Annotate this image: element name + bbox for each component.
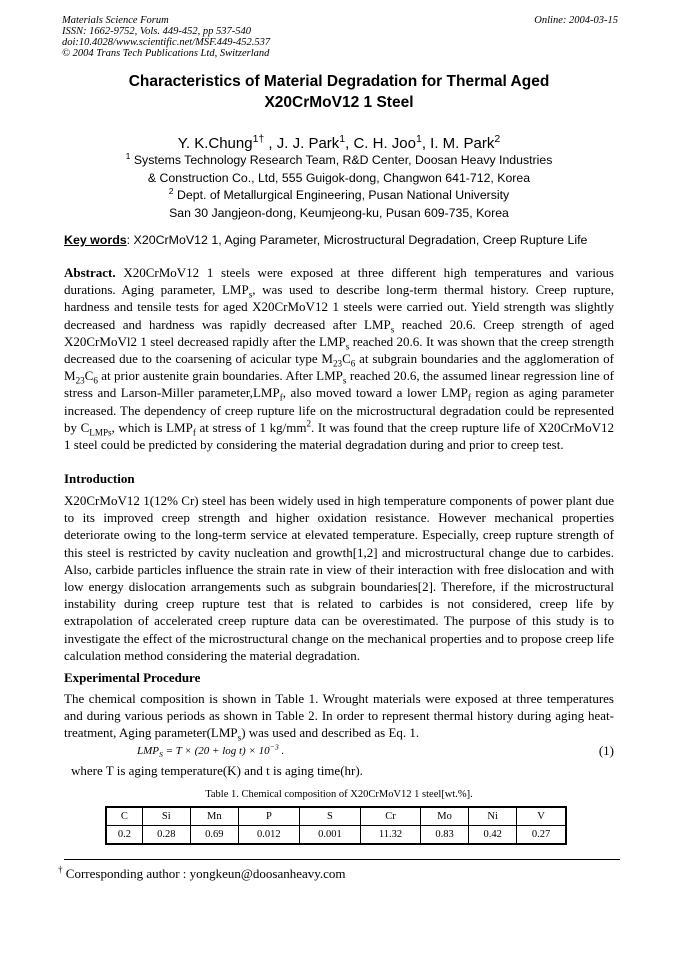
abstract-text: reached 20.6. Creep strength of aged X20CrMoVl2 1 steel decreased rapidly after the LMP xyxy=(64,316,614,349)
author-1-mark: 1† xyxy=(252,133,265,145)
journal-header xyxy=(62,15,618,59)
table-cell: 0.69 xyxy=(190,826,238,845)
table-header-cell: V xyxy=(517,807,566,826)
table-header-cell: Mn xyxy=(190,807,238,826)
author-2-mark: 1 xyxy=(339,133,346,145)
table-1-composition xyxy=(105,806,567,845)
footnote-mark: † xyxy=(58,864,63,875)
affiliation-1-text: Systems Technology Research Team, R&D Center, Doosan Heavy Industries xyxy=(130,153,553,167)
table-cell: 0.001 xyxy=(299,826,360,845)
subscript: s xyxy=(342,375,347,386)
abstract-text: . It was found that the creep rupture life of X20CrMoV12 1 steel could be predicted by considering the material degradation during and prior to creep test. xyxy=(64,419,615,453)
keywords-label: Key words xyxy=(64,233,127,247)
subscript: f xyxy=(192,427,196,438)
abstract-text: reached 20.6. It was shown that the creep strength decreased due to the coarsening of acicular type M xyxy=(64,333,614,367)
introduction-heading: Introduction xyxy=(64,471,135,486)
affiliations xyxy=(0,152,678,222)
paper-title-line1: Characteristics of Material Degradation for Thermal Aged xyxy=(128,73,550,90)
online-date: Online: 2004-03-15 xyxy=(534,15,618,26)
abstract-text: at prior austenite grain boundaries. After LMP xyxy=(97,368,343,384)
affiliation-2-mark: 2 xyxy=(168,185,174,196)
abstract-text: reached 20.6, the assumed linear regression line of stress and Larson-Miller parameter,LMP xyxy=(64,368,614,401)
table-cell: 0.2 xyxy=(106,826,142,845)
equation-number: (1) xyxy=(598,743,614,758)
author-2: , J. J. Park xyxy=(264,135,340,152)
equation-exponent: −3 xyxy=(269,742,279,752)
table-1-caption: Table 1. Chemical composition of X20CrMoV12 1 steel[wt.%]. xyxy=(205,789,473,800)
author-3-mark: 1 xyxy=(415,133,422,145)
equation-lhs-sub: S xyxy=(159,750,163,760)
equation-end: . xyxy=(278,745,285,757)
equation-lhs: LMP xyxy=(137,745,159,757)
keywords-text: : X20CrMoV12 1, Aging Parameter, Microstructural Degradation, Creep Rupture Life xyxy=(126,233,588,247)
subscript: 6 xyxy=(350,358,356,369)
experimental-text xyxy=(64,690,614,742)
table-cell: 11.32 xyxy=(360,826,420,845)
abstract-text: region as aging parameter increased. The dependency of creep rupture life on the microstructural degradation could be represented by C xyxy=(64,385,614,435)
subscript: s xyxy=(345,341,350,352)
subscript: 23 xyxy=(333,358,343,369)
abstract-label: Abstract. xyxy=(64,265,116,280)
table-header-cell: Si xyxy=(142,807,190,826)
affiliation-1-mark: 1 xyxy=(125,150,131,161)
keywords xyxy=(64,233,587,247)
subscript: f xyxy=(279,393,283,404)
paper-title-line2: X20CrMoV12 1 Steel xyxy=(264,94,414,111)
author-4-mark: 2 xyxy=(494,133,501,145)
footnote xyxy=(58,866,346,882)
issn: ISSN: 1662-9752, Vols. 449-452, pp 537-540 xyxy=(62,26,251,37)
table-header-cell: Cr xyxy=(360,807,420,826)
table-header-cell: Ni xyxy=(469,807,517,826)
footnote-text: Corresponding author : yongkeun@doosanheavy.com xyxy=(62,866,346,881)
affiliation-2-text: Dept. of Metallurgical Engineering, Pusan National University xyxy=(173,188,510,202)
copyright: © 2004 Trans Tech Publications Ltd, Switzerland xyxy=(62,48,270,59)
author-list xyxy=(0,135,678,152)
experimental-heading: Experimental Procedure xyxy=(64,670,201,685)
table-row xyxy=(106,826,566,845)
table-cell: 0.28 xyxy=(142,826,190,845)
abstract-text: X20CrMoV12 1 steels were exposed at three different high temperatures and various durations. Aging parameter, LMP xyxy=(64,265,614,298)
table-header-cell: S xyxy=(299,807,360,826)
table-header-cell: C xyxy=(106,807,142,826)
subscript: f xyxy=(467,393,471,404)
table-cell: 0.012 xyxy=(238,826,299,845)
subscript: s xyxy=(390,324,395,335)
abstract-text: , was used to describe long-term thermal history. Creep rupture, hardness and tensile tests for aged X20CrMoV12 1 steels were carried out. Yield strength was slightly decreased and hardness was rapidly decreased after LMP xyxy=(64,282,614,332)
table-cell: 0.83 xyxy=(421,826,469,845)
author-4: , I. M. Park xyxy=(421,135,495,152)
journal-name: Materials Science Forum xyxy=(62,15,169,26)
subscript: LMPs xyxy=(89,427,112,438)
abstract-text: at subgrain boundaries and the agglomeration of M xyxy=(64,351,614,384)
introduction-text: X20CrMoV12 1(12% Cr) steel has been widely used in high temperature components of power plant due to its improved creep strength and higher oxidation resistance. However mechanical properties deteriorate owing to the long-term service at elevated temperature. Especially, creep rupture strength of this steel is restricted by cavity nucleation and growth[1,2] and microstructural change due to carbides. Also, carbide particles influence the strain rate in view of their interaction with free dislocation and with low energy dislocation arrangements such as subgrain boundaries[2]. Therefore, if the microstructural instability during creep rupture test that is related to carbides is not considered, creep life by extrapolation of accelerated creep rupture data can be overestimated. The purpose of this study is to investigate the effect of the microstructural change on the mechanical properties and to propose creep life calculation method considering the material degradation. xyxy=(64,493,614,663)
author-3: , C. H. Joo xyxy=(345,135,416,152)
abstract xyxy=(64,264,614,453)
equation-rhs: = T × (20 + log t) × 10 xyxy=(162,745,270,757)
subscript: 23 xyxy=(75,375,85,386)
abstract-text: , also moved toward a lower LMP xyxy=(282,385,468,401)
equation-where-text: where T is aging temperature(K) and t is aging time(hr). xyxy=(71,763,363,778)
footnote-rule xyxy=(64,859,620,860)
abstract-text: at stress of 1 kg/mm xyxy=(195,419,307,435)
table-header-row xyxy=(106,807,566,826)
doi: doi:10.4028/www.scientific.net/MSF.449-452.537 xyxy=(62,37,271,48)
affiliation-2-line1 xyxy=(0,187,678,205)
table-header-cell: P xyxy=(238,807,299,826)
affiliation-1-line2: & Construction Co., Ltd, 555 Guigok-dong, Changwon 641-712, Korea xyxy=(147,170,531,185)
subscript: s xyxy=(237,733,242,743)
table-cell: 0.27 xyxy=(517,826,566,845)
superscript: 2 xyxy=(306,418,311,429)
table-header-cell: Mo xyxy=(421,807,469,826)
table-cell: 0.42 xyxy=(469,826,517,845)
subscript: 6 xyxy=(93,375,98,386)
abstract-text: , which is LMP xyxy=(111,419,193,435)
affiliation-1-line1 xyxy=(0,152,678,170)
author-1: Y. K.Chung xyxy=(177,135,253,152)
experimental-text-part: The chemical composition is shown in Table 1. Wrought materials were exposed at three temperatures and during various periods as shown in Table 2. In order to represent thermal history during aging heat-treatment, Aging parameter(LMP xyxy=(64,691,614,741)
abstract-text: C xyxy=(84,368,94,384)
affiliation-2-line2: San 30 Jangjeon-dong, Keumjeong-ku, Pusan 609-735, Korea xyxy=(169,205,509,220)
subscript: s xyxy=(248,289,253,300)
abstract-text: C xyxy=(342,351,351,367)
experimental-text-part: ) was used and described as Eq. 1. xyxy=(241,725,420,741)
equation-1 xyxy=(137,742,285,760)
